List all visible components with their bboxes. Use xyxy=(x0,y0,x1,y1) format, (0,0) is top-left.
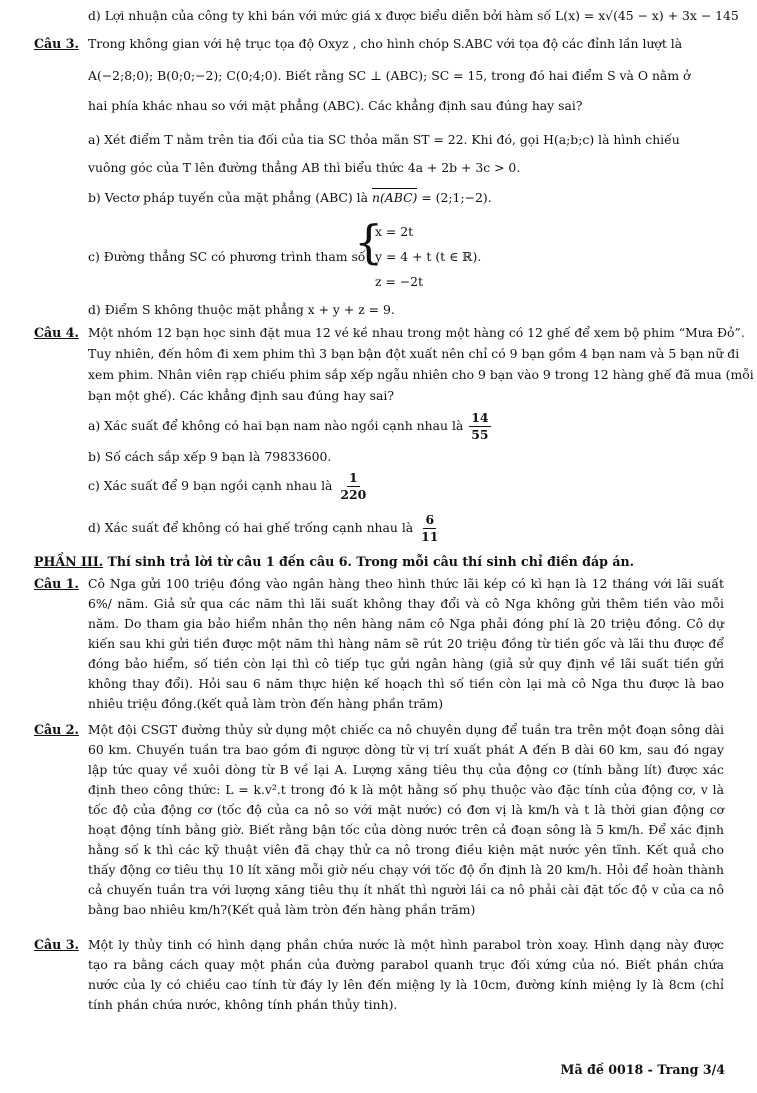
fraction-numerator: 14 xyxy=(471,410,489,425)
p3-q1-text: Cô Nga gửi 100 triệu đồng vào ngân hàng theo hình thức lãi kép có kì hạn là 12 tháng với lãi suất 6%/ năm. Giả sử qua các năm thì lãi suất không thay đổi và cô Nga không gửi thêm tiền vào mỗi năm. Do tham gia bảo hiểm nhân thọ nên hàng năm cô Nga phải đóng phí là 20 triệu đồng. Cô dự kiến sau khi gửi tiền được một năm thì hàng năm sẽ rút 20 triệu đồng từ tiền gốc và lãi thu được để đóng bảo hiểm, số tiền còn lại thì cô tiếp tục gửi ngân hàng (giả sử quy định về lãi suất tiền gửi không thay đổi). Hỏi sau 6 năm thực hiện kế hoạch thì số tiền còn lại mà cô Nga thu được là bao nhiêu triệu đồng.(kết quả làm tròn đến hàng phần trăm) xyxy=(88,576,724,711)
fraction-denominator: 55 xyxy=(471,427,489,442)
page-footer: Mã đề 0018 - Trang 3/4 xyxy=(560,1062,725,1077)
q3-statement-b xyxy=(88,190,492,207)
p3-q2-label: Câu 2. xyxy=(34,722,79,737)
q4-statement-a xyxy=(88,410,493,443)
fraction-numerator: 1 xyxy=(349,470,358,485)
q4-d-text: d) Xác suất để không có hai ghế trống cạnh nhau là xyxy=(88,520,414,535)
q2-statement-d: d) Lợi nhuận của công ty khi bán với mức giá x được biểu diễn bởi hàm số L(x) = x√(45 − x) + 3x − 145 xyxy=(88,8,739,23)
q3-b-value: = (2;1;−2). xyxy=(421,190,492,205)
fraction-denominator: 220 xyxy=(340,487,367,502)
p3-q2-text: Một đội CSGT đường thủy sử dụng một chiếc ca nô chuyên dụng để tuần tra trên một đoạn sông dài 60 km. Chuyến tuần tra bao gồm đi ngược dòng từ vị trí xuất phát A đến B dài 60 km, sau đó ngay lập tức quay về xuôi dòng từ B về lại A. Lượng xăng tiêu thụ của động cơ (tính bằng lít) được xác định theo công thức: L = k.v².t trong đó k là một hằng số phụ thuộc vào đặc tính của động cơ, v là tốc độ của động cơ (tốc độ của ca nô so với mặt nước) có đơn vị là km/h và t là thời gian động cơ hoạt động tính bằng giờ. Biết rằng bận tốc của dòng nước trên cả đoạn sông là 5 km/h. Để xác định hằng số k thì các kỹ thuật viên đã chạy thử ca nô trong điều kiện mặt nước yên tĩnh. Kết quả cho thấy động cơ tiêu thụ 10 lít xăng mỗi giờ nếu chạy với tốc độ ổn định là 20 km/h. Hỏi để hoàn thành cả chuyến tuần tra với lượng xăng tiêu thụ ít nhất thì người lái ca nô phải cài đặt tốc độ v của ca nô bằng bao nhiêu km/h?(Kết quả làm tròn đến hàng phần trăm) xyxy=(88,722,724,917)
q4-para-2: Tuy nhiên, đến hôm đi xem phim thì 3 bạn bận đột xuất nên chỉ có 9 bạn gồm 4 bạn nam và 5 bạn nữ đi xyxy=(88,346,740,361)
fraction-denominator: 11 xyxy=(421,529,439,544)
fraction-14-55 xyxy=(469,410,490,443)
q4-statement-b: b) Số cách sắp xếp 9 bạn là 79833600. xyxy=(88,449,332,464)
q3-intro-1: Trong không gian với hệ trục tọa độ Oxyz , cho hình chóp S.ABC với tọa độ các đỉnh lần lượt là xyxy=(88,36,683,51)
q4-statement-c xyxy=(88,470,370,503)
normal-vector: n(ABC) xyxy=(371,190,418,205)
q4-c-text: c) Xác suất để 9 bạn ngồi cạnh nhau là xyxy=(88,478,333,493)
p3-q3-text: Một ly thủy tinh có hình dạng phần chứa nước là một hình parabol tròn xoay. Hình dạng này được tạo ra bằng cách quay một phần của đường parabol quanh trục đối xứng của nó. Biết phần chứa nước của ly có chiều cao tính từ đáy ly lên đến miệng ly là 10cm, đường kính miệng ly là 8cm (chỉ tính phần chứa nước, không tính phần thủy tinh). xyxy=(88,937,724,1012)
q4-statement-d xyxy=(88,512,442,545)
p3-q1-label: Câu 1. xyxy=(34,576,79,591)
param-eq-x: x = 2t xyxy=(375,224,414,239)
q4-label: Câu 4. xyxy=(34,325,79,340)
q3-b-text: b) Vectơ pháp tuyến của mặt phẳng (ABC) là xyxy=(88,190,369,205)
part3-label: PHẦN III. xyxy=(34,554,104,569)
param-eq-y: y = 4 + t (t ∈ ℝ). xyxy=(375,249,482,264)
q4-para-4: bạn một ghế). Các khẳng định sau đúng hay sai? xyxy=(88,388,394,403)
system-brace: { xyxy=(354,215,384,269)
fraction-6-11 xyxy=(419,512,440,545)
q3-statement-a-line2: vuông góc của T lên đường thẳng AB thì biểu thức 4a + 2b + 3c > 0. xyxy=(88,160,521,175)
q3-statement-c: c) Đường thẳng SC có phương trình tham số xyxy=(88,249,366,264)
q3-intro-3: hai phía khác nhau so với mặt phẳng (ABC). Các khẳng định sau đúng hay sai? xyxy=(88,98,583,113)
part3-instruction: Thí sinh trả lời từ câu 1 đến câu 6. Trong mỗi câu thí sinh chỉ điền đáp án. xyxy=(107,554,635,569)
fraction-1-220 xyxy=(338,470,368,503)
param-eq-z: z = −2t xyxy=(375,274,424,289)
q3-statement-a-line1: a) Xét điểm T nằm trên tia đối của tia SC thỏa mãn ST = 22. Khi đó, gọi H(a;b;c) là hình chiếu xyxy=(88,132,680,147)
q3-intro-2: A(−2;8;0); B(0;0;−2); C(0;4;0). Biết rằng SC ⊥ (ABC); SC = 15, trong đó hai điểm S và O nằm ở xyxy=(88,68,691,83)
q3-label: Câu 3. xyxy=(34,36,79,51)
fraction-numerator: 6 xyxy=(425,512,435,527)
part3-header xyxy=(34,554,634,569)
q4-a-text: a) Xác suất để không có hai bạn nam nào ngồi cạnh nhau là xyxy=(88,418,464,433)
q4-para-1: Một nhóm 12 bạn học sinh đặt mua 12 vé kề nhau trong một hàng có 12 ghế để xem bộ phim “Mưa Đỏ”. xyxy=(88,325,745,340)
q3-statement-d: d) Điểm S không thuộc mặt phẳng x + y + z = 9. xyxy=(88,302,395,317)
q4-para-3: xem phim. Nhân viên rạp chiếu phim sắp xếp ngẫu nhiên cho 9 bạn vào 9 trong 12 hàng ghế đã mua (mỗi xyxy=(88,367,754,382)
p3-q3-label: Câu 3. xyxy=(34,937,79,952)
